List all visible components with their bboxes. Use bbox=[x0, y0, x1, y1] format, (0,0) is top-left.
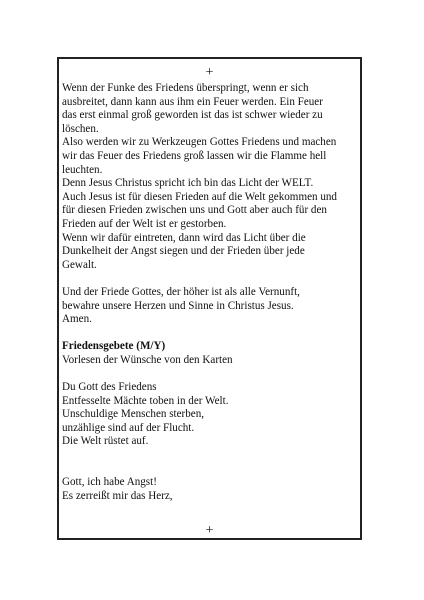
text-line: Also werden wir zu Werkzeugen Gottes Friedens und machen bbox=[62, 136, 337, 149]
text-line: leuchten. bbox=[62, 163, 103, 176]
text-line: bewahre unsere Herzen und Sinne in Christus Jesus. bbox=[62, 299, 294, 312]
text-line: Amen. bbox=[62, 313, 92, 326]
text-line: Die Welt rüstet auf. bbox=[62, 435, 149, 448]
paragraph-spacer bbox=[62, 367, 360, 381]
text-line: Gewalt. bbox=[62, 258, 97, 271]
text-line: Denn Jesus Christus spricht ich bin das Licht der WELT. bbox=[62, 177, 314, 190]
text-line: Und der Friede Gottes, der höher ist als alle Vernunft, bbox=[62, 285, 300, 298]
text-line: unzählige sind auf der Flucht. bbox=[62, 421, 195, 434]
section-instruction: Vorlesen der Wünsche von den Karten bbox=[62, 353, 233, 366]
text-line: Es zerreißt mir das Herz, bbox=[62, 489, 173, 502]
text-line: Auch Jesus ist für diesen Frieden auf die Welt gekommen und bbox=[62, 190, 337, 203]
paragraph-spacer bbox=[62, 272, 360, 286]
text-line: Entfesselte Mächte toben in der Welt. bbox=[62, 394, 229, 407]
section-heading: Friedensgebete (M/Y) bbox=[62, 340, 166, 353]
document-body bbox=[62, 82, 360, 503]
paragraph-spacer bbox=[62, 327, 360, 341]
paragraph-spacer bbox=[62, 449, 360, 463]
text-line: für diesen Frieden zwischen uns und Gott aber auch für den bbox=[62, 204, 327, 217]
text-line: Wenn der Funke des Friedens überspringt, wenn er sich bbox=[62, 82, 309, 94]
text-line: Unschuldige Menschen sterben, bbox=[62, 408, 205, 421]
text-line: Du Gott des Friedens bbox=[62, 381, 157, 394]
text-line: wir das Feuer des Friedens groß lassen wir die Flamme hell bbox=[62, 149, 327, 162]
text-line: löschen. bbox=[62, 122, 99, 135]
cross-top-icon: + bbox=[205, 65, 214, 80]
text-line: Dunkelheit der Angst siegen und der Frieden über jede bbox=[62, 245, 305, 258]
text-line: Gott, ich habe Angst! bbox=[62, 476, 157, 489]
text-line: Wenn wir dafür eintreten, dann wird das Licht über die bbox=[62, 231, 306, 244]
text-line: Frieden auf der Welt ist er gestorben. bbox=[62, 217, 227, 230]
cross-bottom-icon: + bbox=[205, 523, 214, 538]
text-line: das erst einmal groß geworden ist das ist schwer wieder zu bbox=[62, 109, 323, 122]
paragraph-spacer bbox=[62, 463, 360, 477]
text-line: ausbreitet, dann kann aus ihm ein Feuer werden. Ein Feuer bbox=[62, 95, 323, 108]
page-frame bbox=[57, 57, 362, 540]
